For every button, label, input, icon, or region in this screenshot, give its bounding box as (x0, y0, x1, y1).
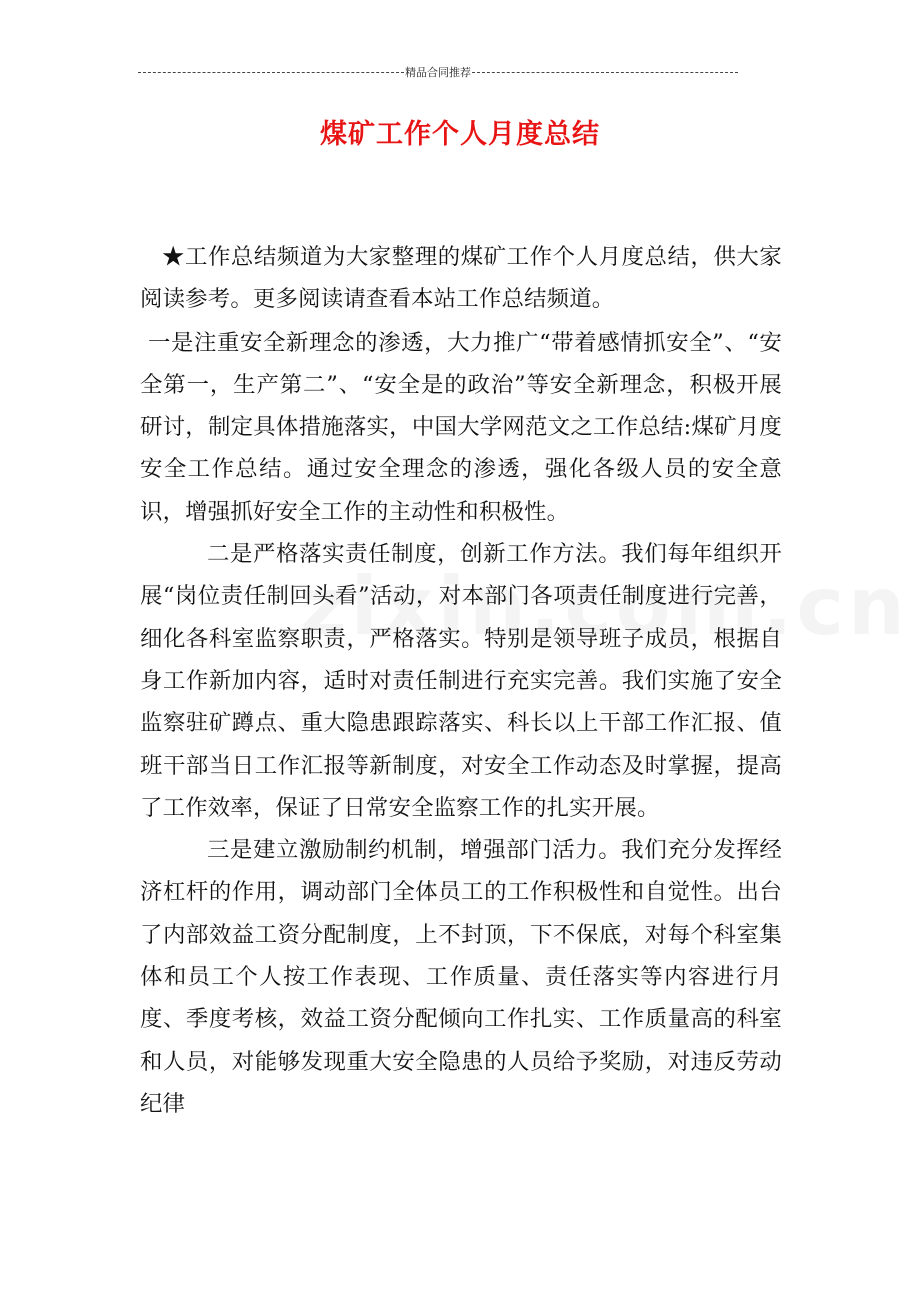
document-body (140, 236, 782, 1125)
header-dash-left (138, 72, 404, 73)
paragraph-2: 二是严格落实责任制度，创新工作方法。我们每年组织开展“岗位责任制回头看”活动，对本部门各项责任制度进行完善，细化各科室监察职责，严格落实。特别是领导班子成员，根据自身工作新加内容，适时对责任制进行充实完善。我们实施了安全监察驻矿蹲点、重大隐患跟踪落实、科长以上干部工作汇报、值班干部当日工作汇报等新制度，对安全工作动态及时掌握，提高了工作效率，保证了日常安全监察工作的扎实开展。 (140, 541, 782, 821)
paragraph-intro: ★工作总结频道为大家整理的煤矿工作个人月度总结，供大家阅读参考。更多阅读请查看本站工作总结频道。 (140, 244, 782, 313)
paragraph-3: 三是建立激励制约机制，增强部门活力。我们充分发挥经济杠杆的作用，调动部门全体员工的工作积极性和自觉性。出台了内部效益工资分配制度，上不封顶，下不保底，对每个科室集体和员工个人按工作表现、工作质量、责任落实等内容进行月度、季度考核，效益工资分配倾向工作扎实、工作质量高的科室和人员，对能够发现重大安全隐患的人员给予奖励，对违反劳动纪律 (140, 837, 782, 1117)
header-label: 精品合同推荐 (405, 66, 471, 79)
page-header (138, 62, 738, 82)
header-dash-right (472, 72, 738, 73)
paragraph-1: 一是注重安全新理念的渗透，大力推广“带着感情抓安全”、“安全第一，生产第二”、“安全是的政治”等安全新理念，积极开展研讨，制定具体措施落实，中国大学网范文之工作总结:煤矿月度安全工作总结。通过安全理念的渗透，强化各级人员的安全意识，增强抓好安全工作的主动性和积极性。 (140, 329, 782, 525)
document-title: 煤矿工作个人月度总结 (320, 119, 600, 150)
